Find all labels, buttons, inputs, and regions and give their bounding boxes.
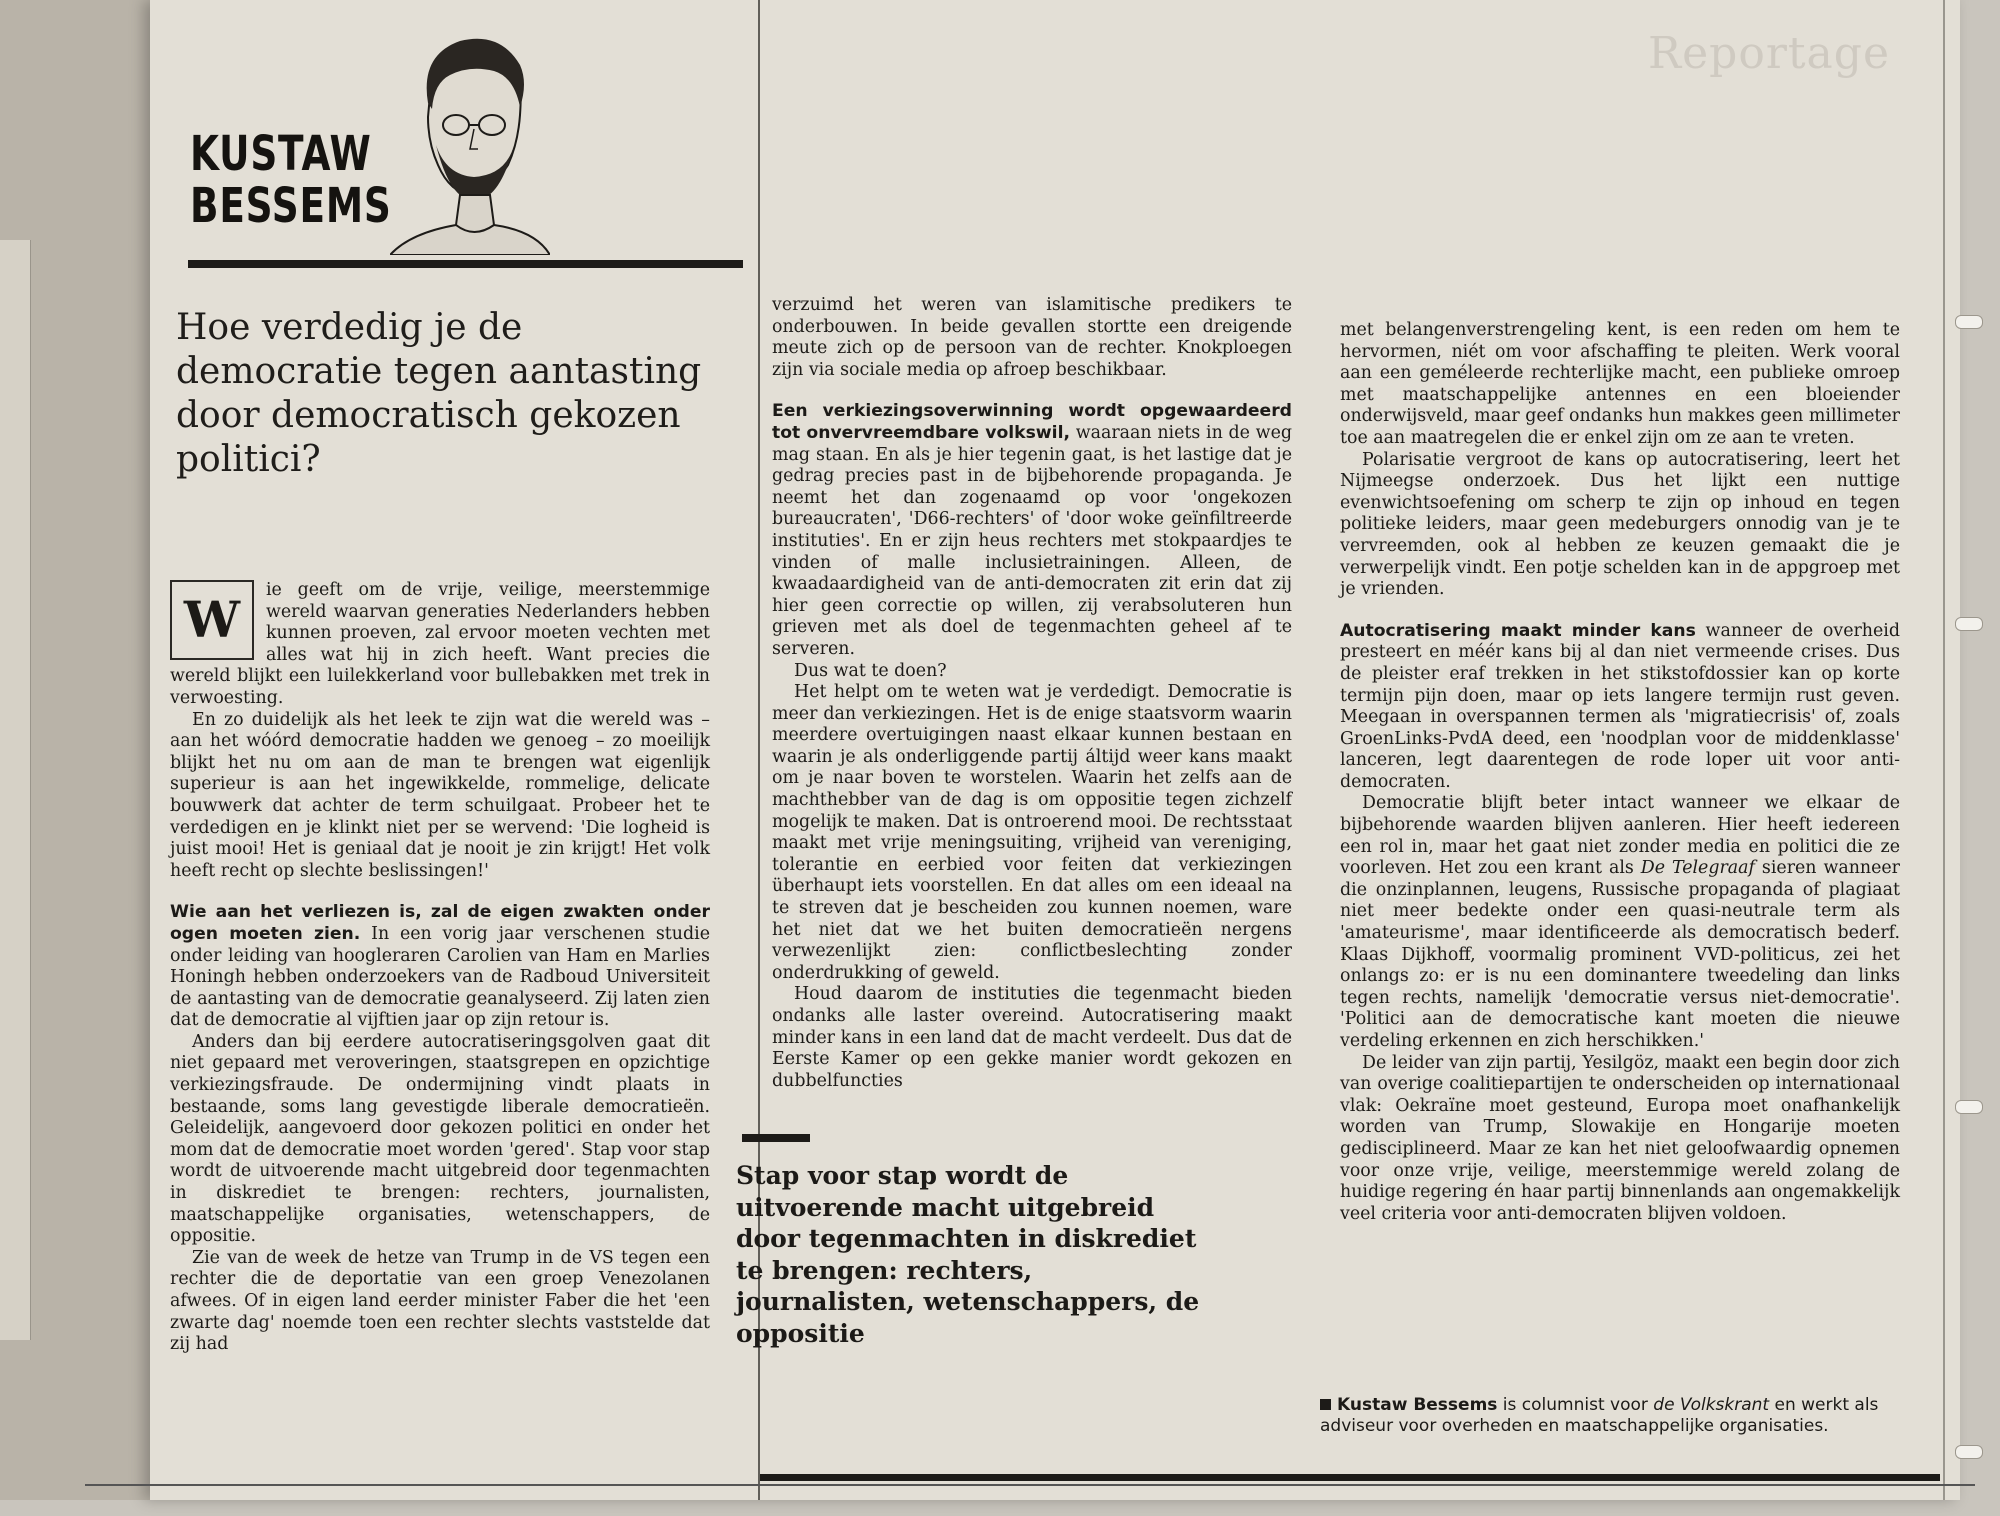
paragraph: De leider van zijn partij, Yesilgöz, maakt een begin door zich van overige coalitiepartijen te onderscheiden op internationaal vlak: Oekraïne moet gesteund, Europa moet onafhankelijk worden van Trump, Slowakije en Hongarije moeten gedisciplineerd. Maar ze kan het niet geloofwaardig opnemen voor onze vrije, veilige, meerstemmige wereld zolang de huidige regering én haar partij binnenlands aan ongemakkelijk veel criteria voor anti-democraten blijven voldoen. bbox=[1340, 1052, 1900, 1224]
paragraph bbox=[170, 902, 710, 1032]
author-name bbox=[190, 128, 392, 232]
drop-cap: W bbox=[170, 580, 254, 660]
square-bullet-icon bbox=[1320, 1399, 1331, 1410]
column-2 bbox=[772, 295, 1292, 1092]
bio-publication: de Volkskrant bbox=[1653, 1395, 1770, 1415]
author-first-name: KUSTAW bbox=[190, 126, 372, 182]
paragraph bbox=[1340, 621, 1900, 794]
column-divider-right bbox=[1943, 0, 1945, 1500]
next-article-border bbox=[85, 1484, 1975, 1516]
article-headline: Hoe verdedig je de democratie tegen aantasting door democratisch gekozen politici? bbox=[176, 307, 702, 480]
page-edge bbox=[0, 240, 31, 1340]
bio-name: Kustaw Bessems bbox=[1337, 1395, 1498, 1415]
paragraph-text: ie geeft om de vrije, veilige, meerstemmige wereld waarvan generaties Nederlanders hebben kunnen proeven, zal ervoor moeten vechten met alles wat hij in zich heeft. Want precies die wereld blijkt een luilekkerland voor bullebakken met trek in verwoesting. bbox=[170, 580, 710, 708]
paragraph: Zie van de week de hetze van Trump in de VS tegen een rechter die de deportatie van een groep Venezolanen afwees. Of in eigen land eerder minister Faber die het 'een zwarte dag' noemde toen een rechter slechts vaststelde dat zij had bbox=[170, 1247, 710, 1355]
paragraph-text: waaraan niets in de weg mag staan. En als je hier tegenin gaat, is het lastige dat je gedrag precies past in de bijbehorende propaganda. Je neemt het dan zogenaamd op voor 'ongekozen bureaucraten', 'D66-rechters' of 'door woke geïnfiltreerde instituties'. En er zijn heus rechters met stokpaardjes te vinden of malle inclusietrainingen. Alleen, de kwaadaardigheid van de anti-democraten zit erin dat zij hier geen correctie op willen, zij verabsoluteren hun grieven met als doel de tegenmachten geheel af te serveren. bbox=[772, 422, 1292, 659]
paragraph-text: wanneer de overheid presteert en méér kans bij al dan niet vermeende crises. Dus de pleister eraf trekken in het stikstofdossier kan op korte termijn pijn doen, maar op iets langere termijn rust geven. Meegaan in overspannen termen als 'migratiecrisis' of, zoals GroenLinks-PvdA deed, een 'noodplan voor de middenklasse' lanceren, legt daarentegen de rode loper uit voor anti-democraten. bbox=[1340, 620, 1900, 792]
paragraph-text: sieren wanneer die onzinplannen, leugens, Russische propaganda of plagiaat niet meer bedekte onder een quasi-neutrale term als 'amateurisme', maar identificeerde als democratisch bederf. Klaas Dijkhoff, voormalig prominent VVD-politicus, zei het onlangs zo: er is nu een dominantere tweedeling dan links tegen rechts, namelijk 'democratie versus niet-democratie'. 'Politici aan de democratische kant moeten die nieuwe verdeling erkennen en zich herschikken.' bbox=[1340, 858, 1900, 1051]
paragraph bbox=[1340, 793, 1900, 1052]
paragraph: Dus wat te doen? bbox=[794, 660, 947, 681]
binder-hole bbox=[1955, 1100, 1983, 1114]
author-last-name: BESSEMS bbox=[190, 178, 392, 234]
pullquote-rule bbox=[742, 1134, 810, 1142]
paragraph: Houd daarom de instituties die tegenmacht bieden ondanks alle laster overeind. Autocratisering maakt minder kans in een land dat de macht verdeelt. Dus dat de Eerste Kamer op een gekke manier wordt gekozen en dubbelfuncties bbox=[772, 984, 1292, 1091]
bio-text: is columnist voor bbox=[1497, 1395, 1654, 1415]
section-lead: Wie aan het verliezen is, zal de eigen zwakten onder ogen moeten zien. bbox=[170, 902, 710, 944]
adjacent-page-strip bbox=[0, 0, 150, 1500]
author-portrait-illustration bbox=[390, 25, 550, 255]
section-lead: Autocratisering maakt minder kans bbox=[1340, 620, 1696, 641]
headline-rule bbox=[188, 260, 743, 268]
paragraph bbox=[170, 580, 710, 710]
binder-hole bbox=[1955, 617, 1983, 631]
paragraph-text: Democratie blijft beter intact wanneer we elkaar de bijbehorende waarden blijven aanleren. Hier heeft iedereen een rol in, maar het gaat niet zonder media en politici die ze voorleven. Het zou een krant als bbox=[1340, 793, 1900, 879]
paragraph: Het helpt om te weten wat je verdedigt. Democratie is meer dan verkiezingen. Het is de enige staatsvorm waarin meerdere overtuigingen naast elkaar kunnen bestaan en waarin je als onderliggende partij áltijd weer kans maakt om je naar boven te worstelen. Waarin het zelfs aan de machthebber van de dag is om oppositie tegen zichzelf mogelijk te maken. Dat is ontroerend mooi. De rechtsstaat maakt met vrije meningsuiting, vrijheid van vereniging, tolerantie en eerbied voor feiten dat verkiezingen überhaupt iets voorstellen. En dat alles om een ideaal na te streven dat je bescheiden zou kunnen noemen, ware het niet dat we het buiten democratieën nergens verwezenlijkt zien: conflictbeslechting zonder onderdrukking of geweld. bbox=[772, 682, 1292, 983]
bio-text: en werkt als adviseur voor overheden en maatschappelijke organisaties. bbox=[1320, 1395, 1879, 1436]
section-lead: Een verkiezingsoverwinning wordt opgewaardeerd tot onvervreemdbare volkswil, bbox=[772, 401, 1292, 443]
binder-hole bbox=[1955, 315, 1983, 329]
paragraph-text: In een vorig jaar verschenen studie onder leiding van hoogleraren Carolien van Ham en Marlies Honingh hebben onderzoekers van de Radboud Universiteit de aantasting van de democratie geanalyseerd. Zij laten zien dat de democratie al vijftien jaar op zijn retour is. bbox=[170, 923, 710, 1031]
paragraph bbox=[772, 401, 1292, 660]
bottom-rule bbox=[760, 1474, 1940, 1481]
newspaper-name: De Telegraaf bbox=[1640, 858, 1755, 879]
show-through-masthead: Reportage bbox=[1648, 28, 1890, 79]
paragraph: Anders dan bij eerdere autocratiseringsgolven gaat dit niet gepaard met veroveringen, staatsgrepen en opzichtige verkiezingsfraude. De ondermijning vindt plaats in bestaande, soms lang gevestigde liberale democratieën. Geleidelijk, aangevoerd door gekozen politici en onder het mom dat de democratie moet worden 'gered'. Stap voor stap wordt de uitvoerende macht uitgebreid door tegenmachten in diskrediet te brengen: rechters, journalisten, maatschappelijke organisaties, wetenschappers, de oppositie. bbox=[170, 1031, 710, 1247]
paragraph: met belangenverstrengeling kent, is een reden om hem te hervormen, niét om voor afschaffing te pleiten. Werk vooral aan een geméleerde rechterlijke macht, een publieke omroep met maatschappelijke antennes en een bloeiender onderwijsveld, maar geef ondanks hun makkes geen millimeter toe aan maatregelen die er enkel zijn om ze aan te vreten. bbox=[1340, 320, 1900, 448]
author-bio bbox=[1320, 1395, 1880, 1437]
column-3 bbox=[1340, 320, 1900, 1225]
pullquote: Stap voor stap wordt de uitvoerende macht uitgebreid door tegenmachten in diskrediet te brengen: rechters, journalisten, wetenschappers, de oppositie bbox=[736, 1161, 1200, 1348]
binder-hole bbox=[1955, 1445, 1983, 1459]
column-1 bbox=[170, 580, 710, 1356]
paragraph: verzuimd het weren van islamitische predikers te onderbouwen. In beide gevallen stortte een dreigende meute zich op de persoon van de rechter. Knokploegen zijn via sociale media op afroep beschikbaar. bbox=[772, 295, 1292, 380]
paragraph: Polarisatie vergroot de kans op autocratisering, leert het Nijmeegse onderzoek. Dus het lijkt een nuttige evenwichtsoefening om scherp te zijn op inhoud en tegen politieke leiders, maar geen medeburgers onnodig van je te vervreemden, ook al hebben ze keuzen gemaakt die je verwerpelijk vindt. Een potje schelden kan in de appgroep met je vrienden. bbox=[1340, 449, 1900, 600]
paragraph: En zo duidelijk als het leek te zijn wat die wereld was – aan het wóórd democratie hadden we genoeg – zo moeilijk blijkt het nu om aan de man te brengen wat eigenlijk superieur is aan het ingewikkelde, rommelige, delicate bouwwerk dat achter de term schuilgaat. Probeer het te verdedigen en je klinkt niet per se wervend: 'Die logheid is juist mooi! Het is geniaal dat je nooit je zin krijgt! Het volk heeft recht op slechte beslissingen!' bbox=[170, 709, 710, 881]
